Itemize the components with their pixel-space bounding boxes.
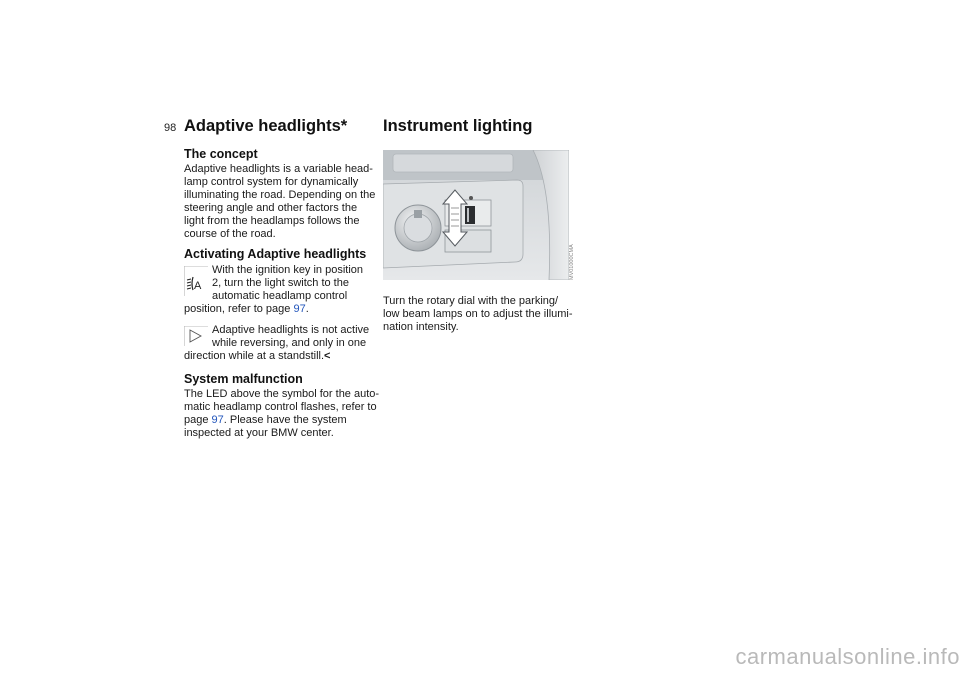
section-title-instrument-lighting: Instrument lighting [383,117,533,135]
note-line [184,350,330,363]
malfunction-text: page [184,414,212,426]
activating-line: With the ignition key in position [212,264,364,276]
watermark: carmanualsonline.info [735,644,960,669]
malfunction-line: The LED above the symbol for the auto- [184,388,380,400]
malfunction-text: . Please have the system [223,414,347,426]
end-mark: < [324,350,331,362]
malfunction-line: inspected at your BMW center. [184,427,334,439]
instrument-line: low beam lamps on to adjust the illumi- [383,308,573,320]
page-number: 98 [164,122,177,134]
note-line: while reversing, and only in one [212,337,367,349]
concept-line: illuminating the road. Depending on the [184,189,376,201]
concept-line: Adaptive headlights is a variable head- [184,163,373,175]
heading-system-malfunction: System malfunction [184,372,303,386]
concept-line: steering angle and other factors the [184,202,358,214]
concept-line: lamp control system for dynamically [184,176,359,188]
note-line: Adaptive headlights is not active [212,324,370,336]
heading-activating-adaptive-headlights: Activating Adaptive headlights [184,247,367,261]
instrument-line: Turn the rotary dial with the parking/ [383,295,559,307]
heading-the-concept: The concept [184,147,258,161]
activating-text: position, refer to page [184,303,294,315]
malfunction-line: matic headlamp control flashes, refer to [184,401,377,413]
page-link-97[interactable]: 97 [293,303,306,315]
figure-code: MV01000CMA [569,244,575,280]
section-title-adaptive-headlights: Adaptive headlights* [184,117,348,135]
activating-text: . [305,303,309,315]
activating-line: automatic headlamp control [212,290,348,302]
light-switch-photo [383,150,569,280]
note-text: direction while at a standstill. [184,350,325,362]
note-triangle-icon [184,326,208,346]
svg-text:A: A [194,280,202,292]
concept-line: course of the road. [184,228,276,240]
instrument-line: nation intensity. [383,321,459,333]
page-link-97[interactable]: 97 [211,414,224,426]
activating-line [184,303,309,316]
concept-line: light from the headlamps follows the [184,215,360,227]
malfunction-line [184,414,347,427]
activating-line: 2, turn the light switch to the [212,277,349,289]
auto-headlamp-icon [184,266,208,296]
